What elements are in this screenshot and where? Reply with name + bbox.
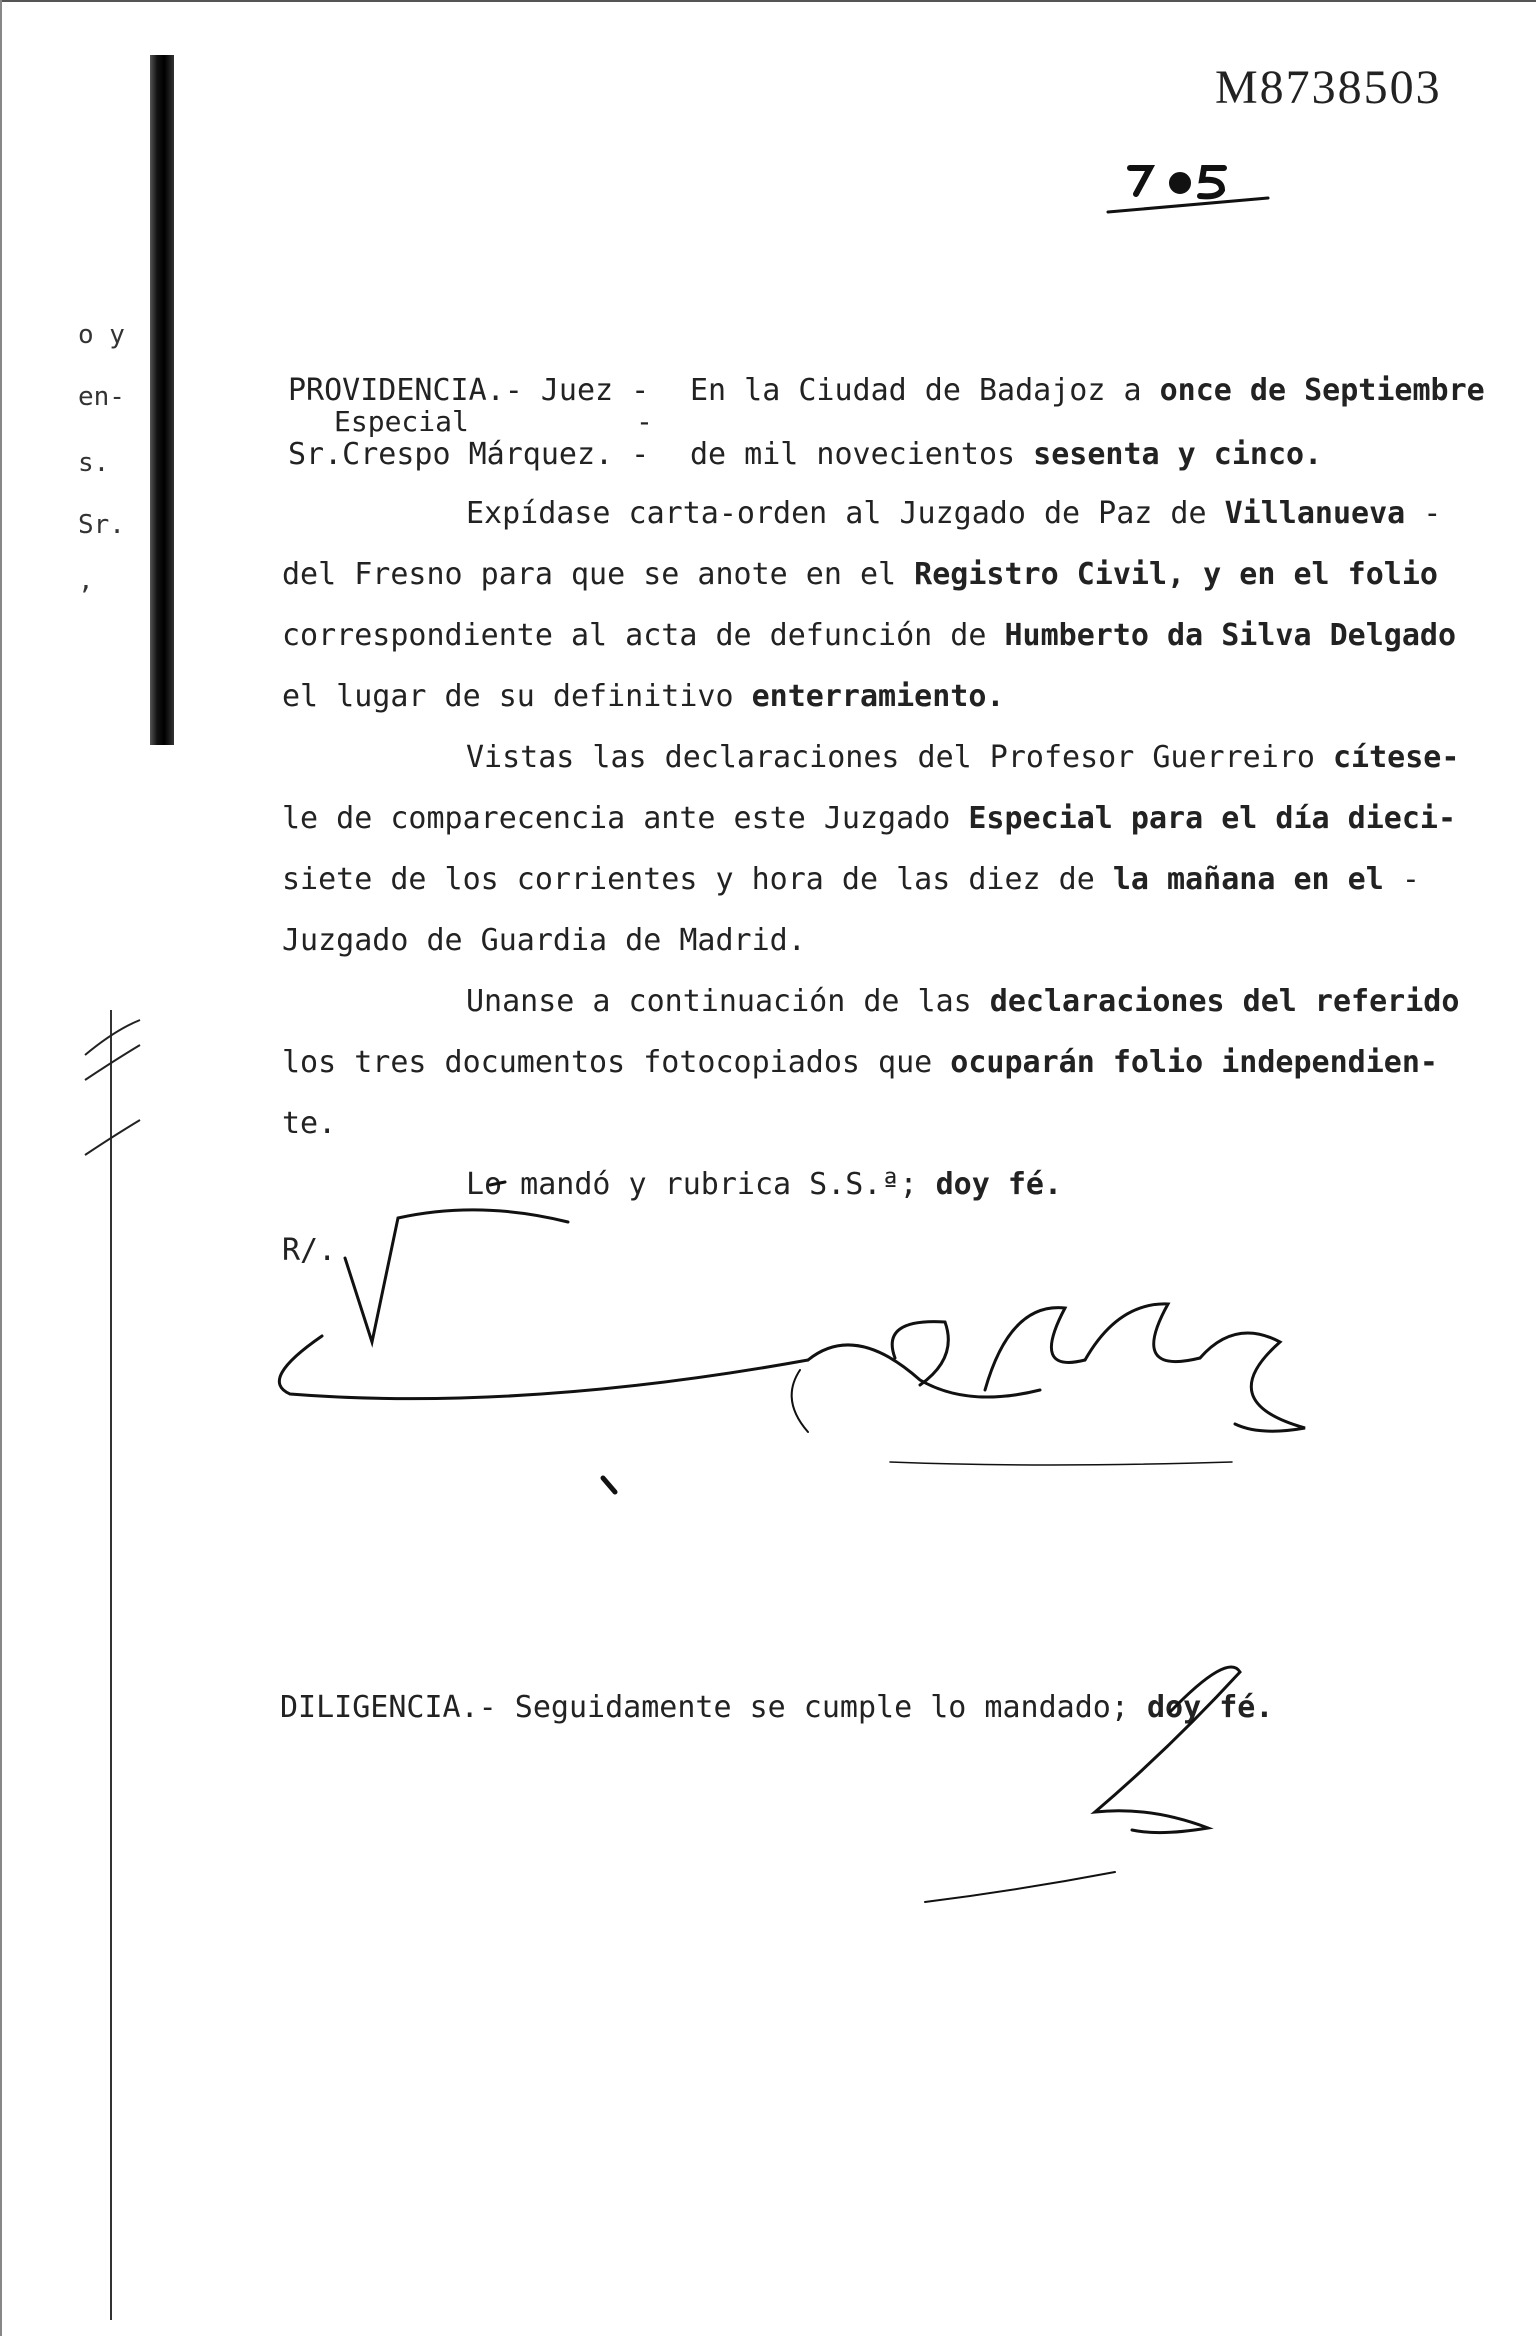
- header-right-line3: de mil novecientos sesenta y cinco.: [690, 437, 1323, 472]
- body-line: Expídase carta-orden al Juzgado de Paz de Villanueva -: [466, 496, 1442, 531]
- body-line: Unanse a continuación de las declaraciones del referido: [466, 984, 1460, 1019]
- signature-mark: [279, 1182, 1305, 1492]
- diligencia-line: DILIGENCIA.- Seguidamente se cumple lo mandado; doy fé.: [280, 1690, 1274, 1725]
- rubric-label: R/.: [282, 1233, 337, 1268]
- body-line: Juzgado de Guardia de Madrid.: [282, 923, 806, 958]
- body-line: del Fresno para que se anote en el Registro Civil, y en el folio: [282, 557, 1438, 592]
- body-line: correspondiente al acta de defunción de Humberto da Silva Delgado: [282, 618, 1457, 653]
- margin-fragment: ,: [78, 566, 94, 596]
- body-line: le de comparecencia ante este Juzgado Especial para el día dieci-: [282, 801, 1457, 836]
- header-left-line2-dash: -: [636, 405, 653, 438]
- body-line: Lo mandó y rubrica S.S.ª; doy fé.: [466, 1167, 1063, 1202]
- page-left-edge: [0, 0, 2, 2336]
- folio-number-mark: [1108, 168, 1268, 212]
- binding-shadow: [150, 55, 174, 745]
- margin-fragment: s.: [78, 448, 110, 478]
- margin-strokes: [85, 1020, 140, 1155]
- header-left-line3: Sr.Crespo Márquez. -: [288, 437, 650, 472]
- reference-code: M8738503: [1215, 61, 1442, 114]
- header-left-line1: PROVIDENCIA.- Juez -: [288, 373, 650, 408]
- body-line: siete de los corrientes y hora de las diez de la mañana en el -: [282, 862, 1420, 897]
- page-top-edge: [0, 0, 1536, 8]
- body-line: Vistas las declaraciones del Profesor Guerreiro cítese-: [466, 740, 1460, 775]
- binding-line: [110, 1010, 112, 2320]
- body-line: te.: [282, 1106, 337, 1141]
- body-line: los tres documentos fotocopiados que ocuparán folio independien-: [282, 1045, 1438, 1080]
- margin-fragment: Sr.: [78, 510, 125, 540]
- margin-fragment: o y: [78, 320, 125, 350]
- margin-fragment: en-: [78, 382, 125, 412]
- body-line: el lugar de su definitivo enterramiento.: [282, 679, 1005, 714]
- header-left-line2: Especial: [334, 405, 469, 438]
- header-right-line1: En la Ciudad de Badajoz a once de Septiembre: [690, 373, 1485, 408]
